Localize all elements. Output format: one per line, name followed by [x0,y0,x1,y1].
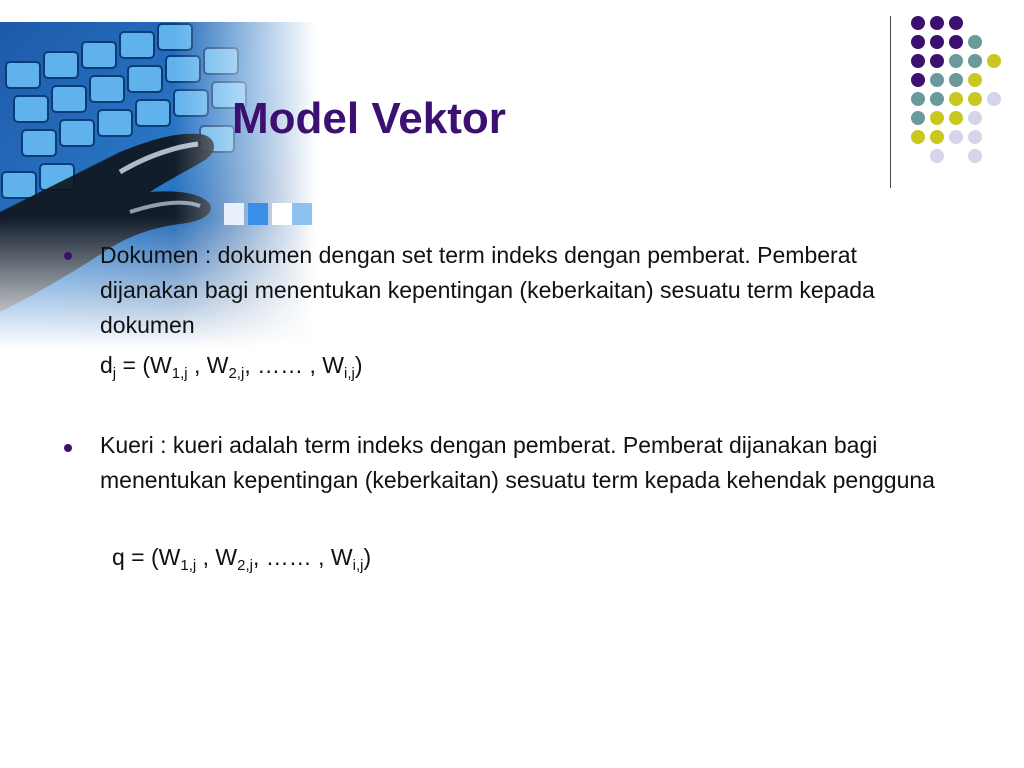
formula-mid: , …… , W [252,544,353,570]
formula-term3-sub: i,j [352,557,364,574]
formula-term2-sub: 2,j [237,557,253,574]
formula-term2-sub: 2,j [228,365,245,382]
formula-eq: = (W [116,352,172,378]
formula-lhs: d [100,352,113,378]
bullet-text: Dokumen : dokumen dengan set term indeks dengan pemberat. Pemberat dijanakan bagi menentukan kepentingan (keberkaitan) sesuatu term kepada dokumen [100,242,875,338]
formula-sep: , W [187,352,229,378]
formula-term1-sub: 1,j [171,365,188,382]
formula-close: ) [363,544,372,570]
formula-eq: = (W [124,544,181,570]
formula-dokumen [100,350,363,380]
formula-close: ) [354,352,363,378]
bullet-text: Kueri : kueri adalah term indeks dengan pemberat. Pemberat dijanakan bagi menentukan kepentingan (keberkaitan) sesuatu term kepada kehendak pengguna [100,432,935,493]
formula-term1-sub: 1,j [180,557,197,574]
formula-lhs-sub: j [112,365,117,382]
formula-lhs: q [112,544,125,570]
formula-kueri [112,542,371,572]
formula-term3-sub: i,j [343,365,355,382]
formula-mid: , …… , W [244,352,344,378]
bullet-icon [64,444,72,452]
formula-sep: , W [196,544,238,570]
bullet-icon [64,252,72,260]
slide-title: Model Vektor [232,94,506,143]
